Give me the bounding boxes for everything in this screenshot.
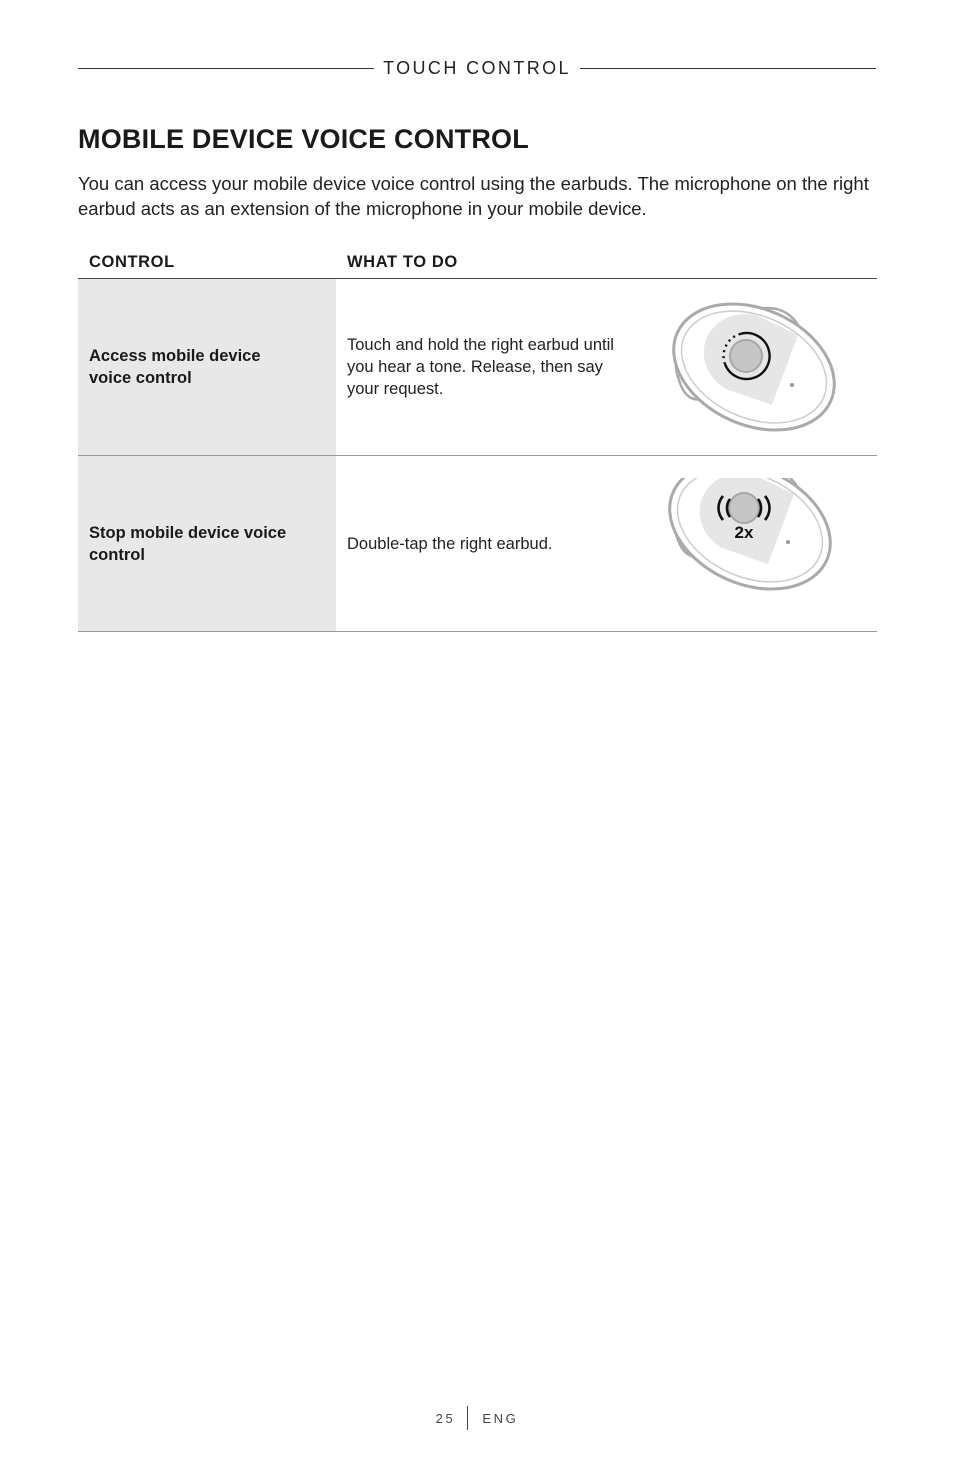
page-title: MOBILE DEVICE VOICE CONTROL	[78, 124, 529, 154]
control-label: Stop mobile device voice control	[89, 523, 287, 564]
control-cell	[78, 456, 336, 631]
action-text: Touch and hold the right earbud until you hear a tone. Release, then say your request.	[347, 336, 614, 398]
action-cell	[336, 279, 877, 455]
table-row	[78, 279, 877, 456]
section-header	[78, 56, 876, 80]
page-footer	[0, 1406, 954, 1430]
action-cell	[336, 456, 877, 631]
intro-paragraph: You can access your mobile device voice control using the earbuds. The microphone on the right earbud acts as an extension of the microphone in your mobile device.	[78, 173, 869, 219]
control-label: Access mobile device voice control	[89, 347, 261, 387]
page-number: 25	[435, 1410, 456, 1426]
header-rule-right	[580, 68, 876, 69]
column-header-control: CONTROL	[89, 252, 175, 271]
action-text: Double-tap the right earbud.	[347, 534, 553, 553]
header-rule-left	[78, 68, 374, 69]
table-row	[78, 456, 877, 632]
language-code: ENG	[482, 1410, 519, 1426]
column-header-what-to-do: WHAT TO DO	[347, 252, 458, 271]
controls-table	[78, 246, 877, 632]
earbud-touch-hold-icon	[666, 301, 842, 435]
footer-divider	[467, 1406, 468, 1430]
table-header	[78, 246, 877, 279]
control-cell	[78, 279, 336, 455]
section-label: TOUCH CONTROL	[383, 57, 571, 78]
earbud-double-tap-icon	[664, 478, 840, 612]
tap-count-label: 2x	[734, 523, 754, 542]
